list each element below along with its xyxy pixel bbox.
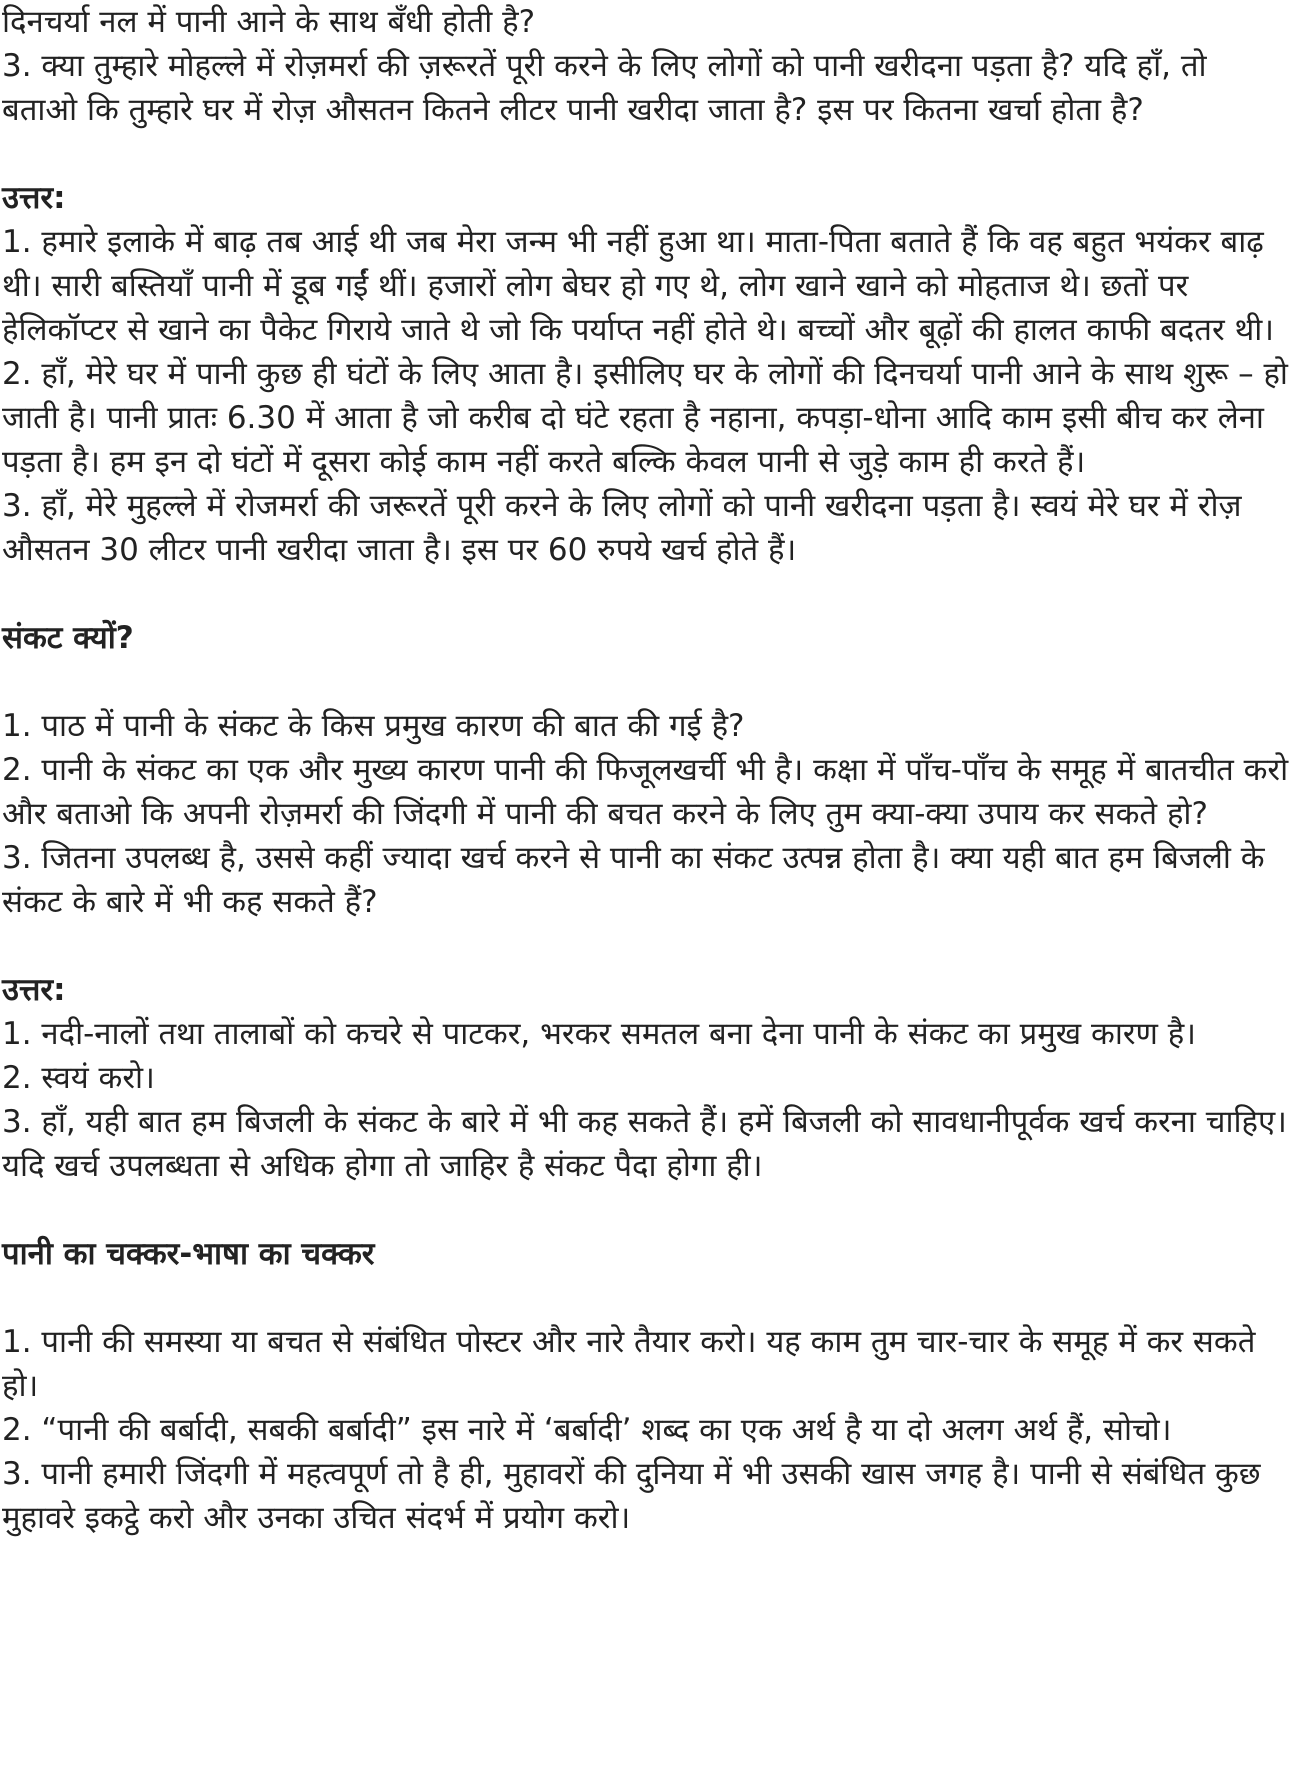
spacer bbox=[2, 660, 1289, 704]
spacer bbox=[2, 1276, 1289, 1320]
section-heading-sankat: संकट क्यों? bbox=[2, 620, 134, 656]
spacer bbox=[2, 1188, 1289, 1232]
answer2-item-2: 2. स्वयं करो। bbox=[2, 1060, 155, 1096]
answer2-item-3: 3. हाँ, यही बात हम बिजली के संकट के बारे में भी कह सकते हैं। हमें बिजली को सावधानीपूर्वक खर्च करना चाहिए। यदि खर्च उपलब्धता से अधिक होगा तो जाहिर है संकट पैदा होगा ही। bbox=[2, 1104, 1287, 1184]
section2-question-2: 2. “पानी की बर्बादी, सबकी बर्बादी” इस नारे में ‘बर्बादी’ शब्द का एक अर्थ है या दो अलग अर्थ हैं, सोचो। bbox=[2, 1412, 1172, 1448]
spacer bbox=[2, 924, 1289, 968]
section2-question-3: 3. पानी हमारी जिंदगी में महत्वपूर्ण तो है ही, मुहावरों की दुनिया में भी उसकी खास जगह है। पानी से संबंधित कुछ मुहावरे इकट्ठे करो और उनका उचित संदर्भ में प्रयोग करो। bbox=[2, 1456, 1261, 1536]
section2-question-1: 1. पानी की समस्या या बचत से संबंधित पोस्टर और नारे तैयार करो। यह काम तुम चार-चार के समूह में कर सकते हो। bbox=[2, 1324, 1256, 1404]
answer1-item-1: 1. हमारे इलाके में बाढ़ तब आई थी जब मेरा जन्म भी नहीं हुआ था। माता-पिता बताते हैं कि वह बहुत भयंकर बाढ़ थी। सारी बस्तियाँ पानी में डूब गईं थीं। हजारों लोग बेघर हो गए थे, लोग खाने खाने को मोहताज थे। छतों पर हेलिकॉप्टर से खाने का पैकेट गिराये जाते थे जो कि पर्याप्त नहीं होते थे। बच्चों और बूढ़ों की हालत काफी बदतर थी। bbox=[2, 224, 1275, 348]
answer1-item-2: 2. हाँ, मेरे घर में पानी कुछ ही घंटों के लिए आता है। इसीलिए घर के लोगों की दिनचर्या पानी आने के साथ शुरू – हो जाती है। पानी प्रातः 6.30 में आता है जो करीब दो घंटे रहता है नहाना, कपड़ा-धोना आदि काम इसी बीच कर लेना पड़ता है। हम इन दो घंटों में दूसरा कोई काम नहीं करते बल्कि केवल पानी से जुड़े काम ही करते हैं। bbox=[2, 356, 1288, 480]
spacer bbox=[2, 132, 1289, 176]
answer1-item-3: 3. हाँ, मेरे मुहल्ले में रोजमर्रा की जरूरतें पूरी करने के लिए लोगों को पानी खरीदना पड़ता है। स्वयं मेरे घर में रोज़ औसतन 30 लीटर पानी खरीदा जाता है। इस पर 60 रुपये खर्च होते हैं। bbox=[2, 488, 1242, 568]
answer-heading-1: उत्तर: bbox=[2, 180, 66, 216]
section1-question-1: 1. पाठ में पानी के संकट के किस प्रमुख कारण की बात की गई है? bbox=[2, 708, 745, 744]
section1-question-2: 2. पानी के संकट का एक और मुख्य कारण पानी की फिजूलखर्ची भी है। कक्षा में पाँच-पाँच के समूह में बातचीत करो और बताओ कि अपनी रोज़मर्रा की जिंदगी में पानी की बचत करने के लिए तुम क्या-क्या उपाय कर सकते हो? bbox=[2, 752, 1289, 832]
intro-question-3: 3. क्या तुम्हारे मोहल्ले में रोज़मर्रा की ज़रूरतें पूरी करने के लिए लोगों को पानी खरीदना पड़ता है? यदि हाँ, तो बताओ कि तुम्हारे घर में रोज़ औसतन कितने लीटर पानी खरीदा जाता है? इस पर कितना खर्चा होता है? bbox=[2, 48, 1207, 128]
answer2-item-1: 1. नदी-नालों तथा तालाबों को कचरे से पाटकर, भरकर समतल बना देना पानी के संकट का प्रमुख कारण है। bbox=[2, 1016, 1197, 1052]
spacer bbox=[2, 572, 1289, 616]
intro-line-1: दिनचर्या नल में पानी आने के साथ बँधी होती है? bbox=[2, 4, 536, 40]
answer-heading-2: उत्तर: bbox=[2, 972, 66, 1008]
section-heading-pani-ka-chakkar: पानी का चक्कर-भाषा का चक्कर bbox=[2, 1236, 375, 1272]
section1-question-3: 3. जितना उपलब्ध है, उससे कहीं ज्यादा खर्च करने से पानी का संकट उत्पन्न होता है। क्या यही बात हम बिजली के संकट के बारे में भी कह सकते हैं? bbox=[2, 840, 1265, 920]
